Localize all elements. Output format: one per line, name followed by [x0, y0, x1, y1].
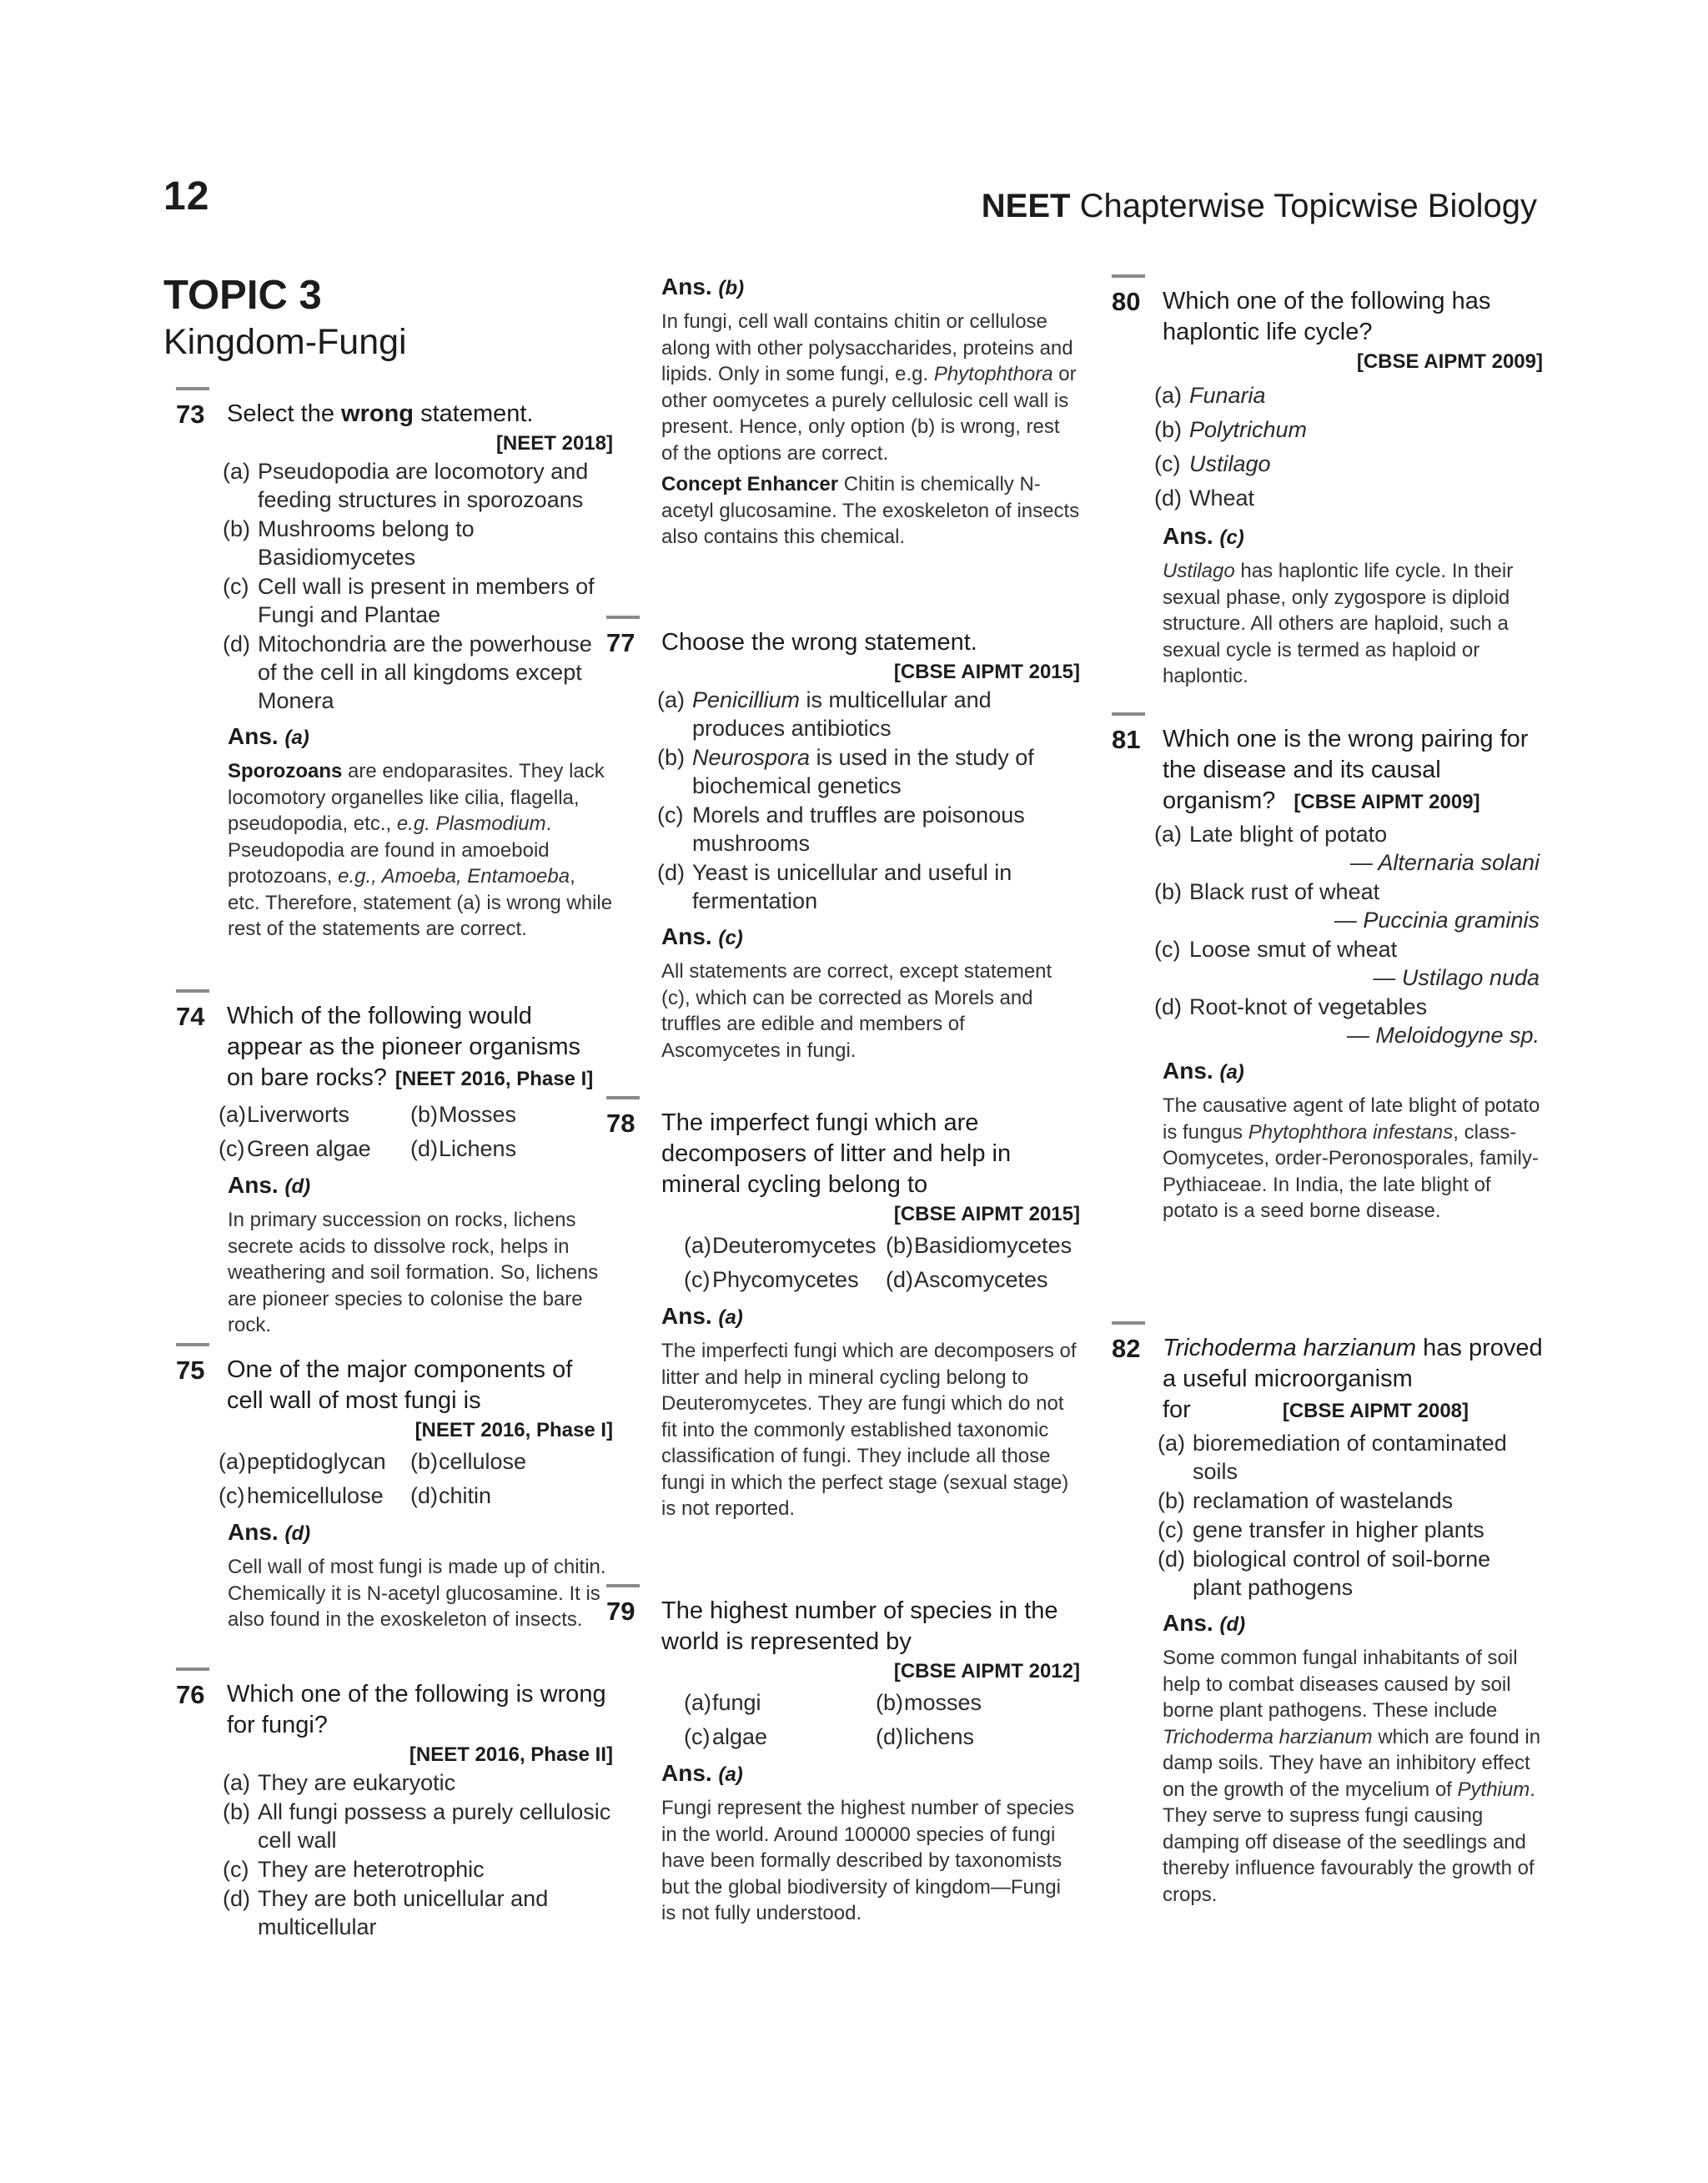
option-d[interactable]: (d)Lichens [410, 1136, 517, 1161]
question-text: Choose the wrong statement. [661, 629, 977, 656]
exam-tag: [CBSE AIPMT 2009] [1294, 791, 1480, 813]
explanation: Cell wall of most fungi is made up of chitin. Chemically it is N-acetyl glucosamine. It is also found in the exoskeleton of insects. [228, 1556, 606, 1631]
question-text: Select the wrong statement. [227, 400, 534, 427]
question-76-answer [638, 275, 1080, 551]
option-a[interactable]: (a)peptidoglycan [219, 1449, 386, 1474]
option-c[interactable]: (c) gene transfer in higher plants [1158, 1517, 1484, 1542]
options [684, 1688, 1080, 1752]
options [223, 457, 613, 715]
exam-tag: [CBSE AIPMT 2015] [893, 661, 1080, 683]
option-c[interactable]: (c)Phycomycetes [684, 1267, 859, 1292]
options [1154, 379, 1543, 515]
exam-tag: [NEET 2018] [495, 432, 613, 455]
page-number: 12 [163, 174, 210, 219]
question-number: 81 [1112, 725, 1141, 754]
options [657, 686, 1080, 915]
option-a[interactable]: (a) They are eukaryotic [223, 1770, 456, 1795]
option-d[interactable]: (d) They are both unicellular and multicellular [223, 1886, 549, 1939]
question-74 [171, 1001, 613, 1339]
topic-label: TOPIC 3 [163, 273, 322, 318]
explanation: Ustilago has haplontic life cycle. In their sexual phase, only zygospore is diploid structure. All others are haploid, such a sexual cycle is termed as haploid or haplontic. [1163, 560, 1514, 687]
question-text: Which one of the following has haplontic life cycle? [1163, 288, 1491, 345]
option-d[interactable]: (d) Wheat [1154, 485, 1255, 511]
question-81 [1109, 724, 1543, 1225]
explanation: The imperfecti fungi which are decomposers of litter and help in mineral cycling belong to Deuteromycetes. They are fungi which do not fit into the commonly established taxonomic classification of fungi. They include all those fungi in which the perfect stage (sexual stage) is not reported. [661, 1340, 1077, 1520]
exam-tag: [NEET 2016, Phase II] [409, 1743, 613, 1766]
question-number: 77 [606, 628, 635, 657]
explanation: In primary succession on rocks, lichens secrete acids to dissolve rock, helps in weathering and soil formation. So, lichens are pioneer species to colonise the bare rock. [228, 1209, 599, 1336]
option-b[interactable]: (b)Basidiomycetes [886, 1233, 1073, 1258]
option-b[interactable]: (b)Mosses [410, 1102, 517, 1127]
option-b[interactable]: (b) Polytrichum [1154, 417, 1308, 442]
option-b[interactable]: (b)cellulose [410, 1449, 527, 1474]
option-d[interactable]: (d) Yeast is unicellular and useful in fermentation [657, 860, 1012, 913]
answer: Ans. (a) [1163, 1058, 1244, 1084]
answer: Ans. (d) [1163, 1610, 1246, 1636]
answer: Ans. (c) [1163, 523, 1244, 549]
question-79 [606, 1596, 1080, 1927]
explanation: Fungi represent the highest number of species in the world. Around 100000 species of fungi have been formally described by taxonomists but the global biodiversity of kingdom—Fungi is not fully understood. [661, 1797, 1074, 1924]
option-d[interactable]: (d) Root-knot of vegetables — Meloidogyne sp. [1154, 994, 1540, 1048]
options [219, 1447, 613, 1511]
options [219, 1100, 613, 1164]
question-text: The imperfect fungi which are decomposers of litter and help in mineral cycling belong to [661, 1109, 1012, 1198]
options [684, 1231, 1080, 1295]
option-a[interactable]: (a) Late blight of potato — Alternaria solani [1154, 822, 1540, 875]
option-b[interactable]: (b) All fungi possess a purely cellulosic cell wall [223, 1799, 611, 1853]
question-marker [1112, 712, 1145, 716]
option-d[interactable]: (d)chitin [410, 1483, 492, 1508]
question-number: 74 [176, 1002, 205, 1031]
question-number: 82 [1112, 1334, 1141, 1363]
question-marker [1112, 1321, 1145, 1325]
option-d[interactable]: (d) biological control of soil-borne plant pathogens [1158, 1547, 1491, 1600]
answer: Ans. (a) [228, 723, 309, 749]
question-76 [171, 1679, 613, 1942]
question-text: Which one of the following is wrong for fungi? [227, 1681, 606, 1738]
option-d[interactable]: (d)Ascomycetes [886, 1267, 1048, 1292]
exam-tag: [CBSE AIPMT 2008] [1282, 1400, 1469, 1422]
exam-tag: [CBSE AIPMT 2012] [893, 1660, 1080, 1683]
question-marker [176, 989, 209, 993]
answer: Ans. (c) [661, 923, 743, 949]
option-a[interactable]: (a) Penicillium is multicellular and produces antibiotics [657, 687, 992, 741]
options [223, 1768, 613, 1941]
explanation: Some common fungal inhabitants of soil help to combat diseases caused by soil borne plant pathogens. These include Trichoderma harzianum which are found in damp soils. They have an inhibitory effect on the growth of the mycelium of Pythium. They serve to supress fungi causing damping off disease of the seedlings and thereby influence favourably the growth of crops. [1163, 1647, 1541, 1906]
question-75 [171, 1355, 613, 1633]
answer: Ans. (a) [661, 1303, 743, 1329]
question-marker [176, 387, 209, 390]
option-a[interactable]: (a)fungi [684, 1690, 761, 1715]
option-c[interactable]: (c)hemicellulose [219, 1483, 384, 1508]
question-marker [606, 616, 640, 619]
option-a[interactable]: (a) Funaria [1154, 383, 1266, 408]
question-text: The highest number of species in the world is represented by [661, 1597, 1058, 1655]
book-title-rest: Chapterwise Topicwise Biology [1070, 188, 1537, 224]
exam-tag: [CBSE AIPMT 2015] [893, 1203, 1080, 1225]
question-73 [171, 399, 613, 943]
option-c[interactable]: (c) Loose smut of wheat — Ustilago nuda [1154, 937, 1540, 990]
option-b[interactable]: (b) Black rust of wheat — Puccinia graminis [1154, 879, 1540, 933]
option-a[interactable]: (a) bioremediation of contaminated soils [1158, 1431, 1507, 1484]
book-title-bold: NEET [981, 188, 1071, 224]
question-marker [606, 1096, 640, 1099]
question-number: 73 [176, 400, 205, 429]
option-b[interactable]: (b)mosses [876, 1690, 982, 1715]
option-a[interactable]: (a)Liverworts [219, 1102, 350, 1127]
question-marker [1112, 274, 1145, 278]
question-80 [1109, 286, 1543, 690]
exam-tag: [NEET 2016, Phase I] [394, 1068, 594, 1090]
question-number: 78 [606, 1109, 635, 1138]
topic-name: Kingdom-Fungi [163, 322, 407, 362]
options [1158, 1429, 1543, 1602]
question-number: 79 [606, 1597, 635, 1626]
book-title [982, 189, 1537, 223]
answer: Ans. (d) [228, 1172, 311, 1198]
question-number: 80 [1112, 287, 1141, 316]
question-number: 76 [176, 1680, 205, 1709]
option-c[interactable]: (c) Morels and truffles are poisonous mushrooms [657, 802, 1025, 856]
question-text: Which of the following would appear as the pioneer organisms on bare rocks? [NEET 2016, Phase I] [227, 1003, 594, 1091]
option-d[interactable]: (d)lichens [876, 1724, 975, 1749]
question-text: Trichoderma harzianum has proved a useful microorganism for [CBSE AIPMT 2008] [1163, 1335, 1543, 1423]
option-a[interactable]: (a) Pseudopodia are locomotory and feeding structures in sporozoans [223, 459, 589, 512]
option-c[interactable]: (c) Ustilago [1154, 451, 1271, 476]
options [1154, 820, 1543, 1049]
explanation: The causative agent of late blight of potato is fungus Phytophthora infestans, class-Oomycetes, order-Peronosporales, family-Pythiaceae. In India, the late blight of potato is a seed borne disease. [1163, 1094, 1540, 1222]
question-number: 75 [176, 1356, 205, 1385]
option-c[interactable]: (c) Cell wall is present in members of Fungi and Plantae [223, 574, 595, 627]
explanation: In fungi, cell wall contains chitin or cellulose along with other polysaccharides, proteins and lipids. Only in some fungi, e.g. Phytophthora or other oomycetes a purely cellulosic cell wall is present. Hence, only option (b) is wrong, rest of the options are correct. [661, 310, 1077, 465]
exam-tag: [NEET 2016, Phase I] [414, 1419, 613, 1441]
question-text: One of the major components of cell wall of most fungi is [227, 1356, 573, 1414]
option-c[interactable]: (c)Green algae [219, 1136, 371, 1161]
option-b[interactable]: (b) Mushrooms belong to Basidiomycetes [223, 516, 475, 570]
option-d[interactable]: (d) Mitochondria are the powerhouse of the cell in all kingdoms except Monera [223, 631, 592, 713]
question-text: Which one is the wrong pairing for the disease and its causal organism? [CBSE AIPMT 2009] [1163, 726, 1529, 814]
answer: Ans. (b) [661, 274, 745, 299]
option-b[interactable]: (b) reclamation of wastelands [1158, 1488, 1454, 1513]
explanation: Sporozoans are endoparasites. They lack locomotory organelles like cilia, flagella, pseudopodia, etc., e.g. Plasmodium. Pseudopodia are found in amoeboid protozoans, e.g., Amoeba, Entamoeba, etc. Therefore, statement (a) is wrong while rest of the statements are correct. [228, 760, 613, 940]
option-b[interactable]: (b) Neurospora is used in the study of biochemical genetics [657, 745, 1034, 798]
answer: Ans. (a) [661, 1760, 743, 1786]
question-78 [606, 1108, 1080, 1522]
option-c[interactable]: (c)algae [684, 1724, 768, 1749]
concept-enhancer: Concept Enhancer Chitin is chemically N-acetyl glucosamine. The exoskeleton of insects also contains this chemical. [661, 473, 1080, 548]
question-77 [606, 627, 1080, 1064]
question-marker [176, 1343, 209, 1346]
answer: Ans. (d) [228, 1519, 311, 1545]
question-marker [606, 1584, 640, 1587]
question-marker [176, 1667, 209, 1671]
explanation: All statements are correct, except statement (c), which can be corrected as Morels and truffles are edible and members of Ascomycetes in fungi. [661, 960, 1052, 1062]
option-a[interactable]: (a)Deuteromycetes [684, 1233, 877, 1258]
question-82 [1109, 1333, 1543, 1908]
option-c[interactable]: (c) They are heterotrophic [223, 1857, 485, 1882]
exam-tag: [CBSE AIPMT 2009] [1356, 350, 1543, 373]
